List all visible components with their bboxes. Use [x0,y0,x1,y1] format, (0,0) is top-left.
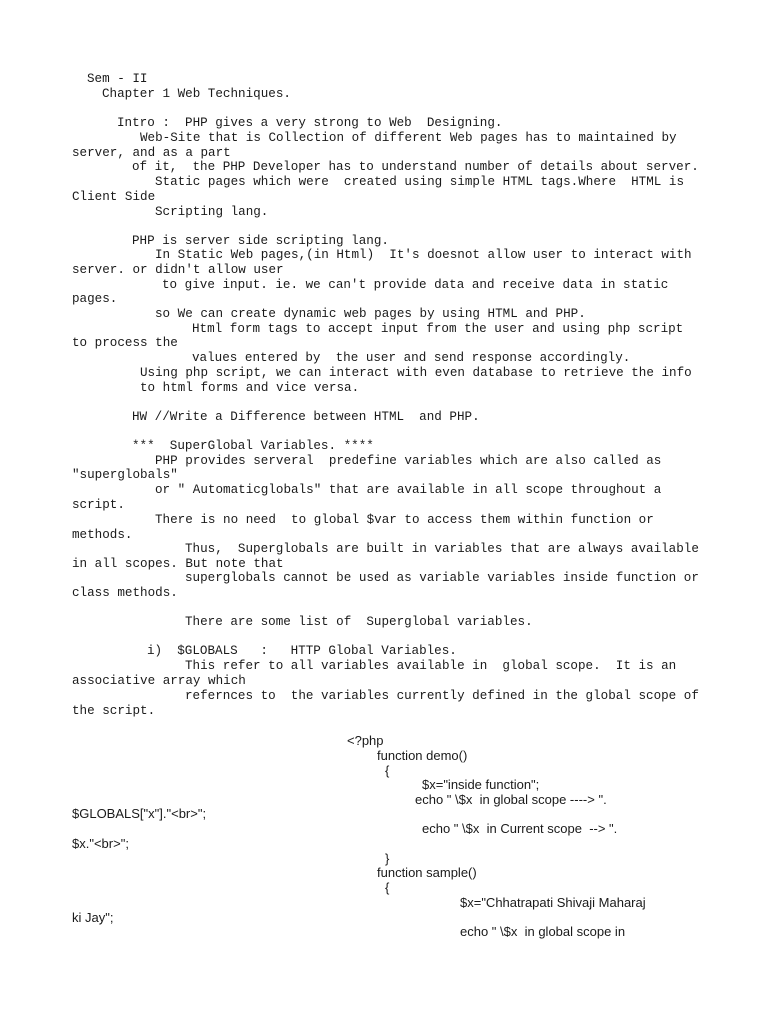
text-line: server, and as a part [72,146,231,160]
section-heading: *** SuperGlobal Variables. **** [132,439,374,453]
text-line: Web-Site that is Collection of different Web pages has to maintained by [140,131,677,145]
text-line: methods. [72,528,133,542]
code-line: { [385,880,390,895]
semester-heading: Sem - II [87,72,148,86]
text-line: class methods. [72,586,178,600]
code-line: } [385,851,390,866]
text-line: to html forms and vice versa. [140,381,360,395]
text-line: of it, the PHP Developer has to understand number of details about server. [132,160,699,174]
text-line: in all scopes. But note that [72,557,284,571]
list-item-heading: i) $GLOBALS : HTTP Global Variables. [147,644,457,658]
text-line: so We can create dynamic web pages by using HTML and PHP. [155,307,586,321]
text-line: Html form tags to accept input from the user and using php script [192,322,684,336]
code-line: echo " \$x in global scope in [460,924,626,939]
text-line: to give input. ie. we can't provide data and receive data in static [162,278,669,292]
text-line: refernces to the variables currently defined in the global scope of [185,689,699,703]
text-line: Scripting lang. [155,205,269,219]
text-line: In Static Web pages,(in Html) It's doesnot allow user to interact with [155,248,692,262]
text-line: server. or didn't allow user [72,263,284,277]
text-line: superglobals cannot be used as variable variables inside function or [185,571,699,585]
text-line: Static pages which were created using simple HTML tags.Where HTML is [155,175,685,189]
homework-line: HW //Write a Difference between HTML and PHP. [132,410,480,424]
text-line: pages. [72,292,118,306]
text-line: to process the [72,336,178,350]
code-line: $x="inside function"; [422,777,540,792]
text-line: associative array which [72,674,246,688]
text-line: values entered by the user and send response accordingly. [192,351,631,365]
code-line: echo " \$x in Current scope --> ". [422,821,618,836]
code-line: $x."<br>"; [72,836,129,851]
text-line: or " Automaticglobals" that are available in all scope throughout a [155,483,662,497]
code-line: $x="Chhatrapati Shivaji Maharaj [460,895,646,910]
code-line: function demo() [377,748,468,763]
code-line: <?php [347,733,384,748]
code-line: function sample() [377,865,477,880]
text-line: script. [72,498,125,512]
code-line: { [385,763,390,778]
code-line: $GLOBALS["x"]."<br>"; [72,806,207,821]
chapter-title: Chapter 1 Web Techniques. [102,87,291,101]
text-line: Intro : PHP gives a very strong to Web Designing. [117,116,503,130]
text-line: This refer to all variables available in global scope. It is an [185,659,677,673]
code-line: ki Jay"; [72,910,114,925]
code-line: echo " \$x in global scope ----> ". [415,792,607,807]
text-line: PHP provides serveral predefine variables which are also called as [155,454,662,468]
text-line: Using php script, we can interact with even database to retrieve the info [140,366,692,380]
text-line: Thus, Superglobals are built in variables that are always available [185,542,699,556]
text-line: "superglobals" [72,468,178,482]
text-line: Client Side [72,190,156,204]
text-line: the script. [72,704,156,718]
text-line: PHP is server side scripting lang. [132,234,389,248]
text-line: There are some list of Superglobal variables. [185,615,533,629]
text-line: There is no need to global $var to access them within function or [155,513,654,527]
